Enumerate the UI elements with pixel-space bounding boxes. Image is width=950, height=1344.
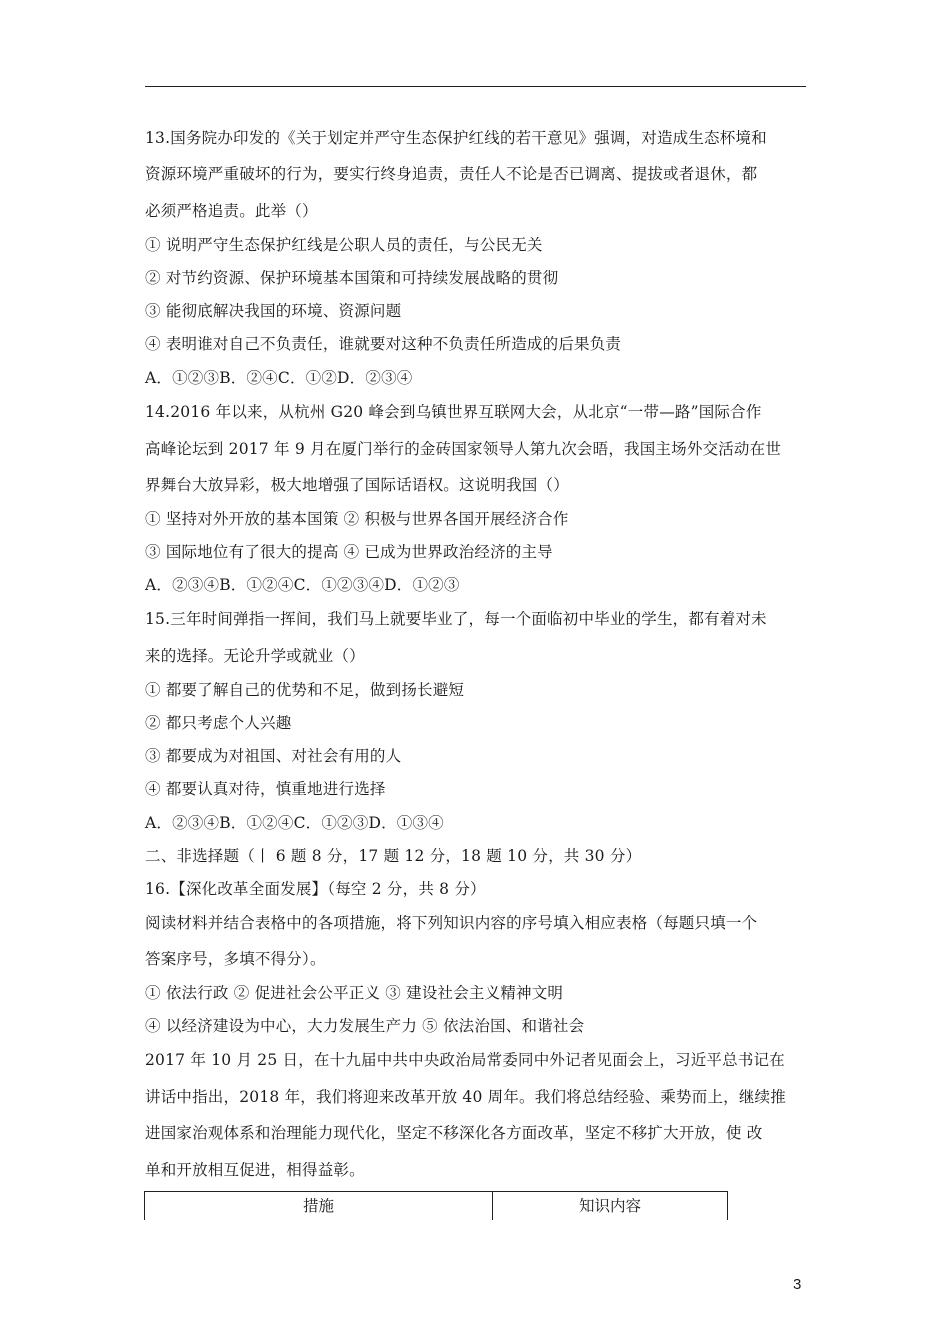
q13-option-4: ④ 表明谁对自己不负责任，谁就要对这种不负责任所造成的后果负责 <box>145 335 622 353</box>
q14-line-1: 14.2016 年以来，从杭州 G20 峰会到乌镇世界互联网大会，从北京“一带—路”国际合作 <box>145 403 762 421</box>
q13-answers: A．①②③B．②④C．①②D．②③④ <box>145 369 413 387</box>
q16-knowledge-1: ① 依法行政 ② 促进社会公平正义 ③ 建设社会主义精神文明 <box>145 984 564 1002</box>
q13-option-3: ③ 能彻底解决我国的环境、资源问题 <box>145 302 402 320</box>
q15-line-1: 15.三年时间弹指一挥间，我们马上就要毕业了，每一个面临初中毕业的学生，都有着对未 <box>145 610 767 628</box>
q16-instruction-1: 阅读材料并结合表格中的各项措施，将下列知识内容的序号填入相应表格（每题只填一个 <box>145 914 758 932</box>
section-2-heading: 二、非选择题（丨 6 题 8 分，17 题 12 分，18 题 10 分，共 30 分） <box>145 847 642 865</box>
table-header-knowledge: 知识内容 <box>578 1197 641 1215</box>
q13-line-3: 必须严格追责。此举（） <box>145 202 318 220</box>
q15-option-4: ④ 都要认真对待，慎重地进行选择 <box>145 780 386 798</box>
q13-line-1: 13.国务院办印发的《关于划定并严守生态保护红线的若干意见》强调，对造成生态杯境和 <box>145 129 767 147</box>
q15-option-1: ① 都要了解自己的优势和不足，做到扬长避短 <box>145 681 465 699</box>
page-number: 3 <box>793 1276 802 1293</box>
q14-options-row-1: ① 坚持对外开放的基本国策 ② 积极与世界各国开展经济合作 <box>145 510 569 528</box>
q16-table-header <box>144 1191 728 1220</box>
q16-material-4: 单和开放相互促进，相得益彰。 <box>145 1161 365 1179</box>
q14-line-2: 高峰论坛到 2017 年 9 月在厦门举行的金砖国家领导人第九次会晤，我国主场外交活动在世 <box>145 440 782 458</box>
table-header-measures: 措施 <box>302 1197 334 1215</box>
q13-option-1: ① 说明严守生态保护红线是公职人员的责任，与公民无关 <box>145 236 543 254</box>
q16-material-1: 2017 年 10 月 25 日，在十九届中共中央政治局常委同中外记者见面会上，习近平总书记在 <box>145 1051 785 1069</box>
q16-material-3: 进国家治观体系和治理能力现代化，坚定不移深化各方面改革，坚定不移扩大开放，使 改 <box>145 1124 763 1142</box>
q15-option-3: ③ 都要成为对祖国、对社会有用的人 <box>145 747 402 765</box>
q14-line-3: 界舞台大放异彩，极大地增强了国际话语权。这说明我国（） <box>145 476 569 494</box>
q13-option-2: ② 对节约资源、保护环境基本国策和可持续发展战略的贯彻 <box>145 269 559 287</box>
q16-knowledge-2: ④ 以经济建设为中心，大力发展生产力 ⑤ 依法治国、和谐社会 <box>145 1017 585 1035</box>
q14-options-row-2: ③ 国际地位有了很大的提高 ④ 已成为世界政治经济的主导 <box>145 543 553 561</box>
q14-answers: A．②③④B．①②④C．①②③④D．①②③ <box>145 576 460 594</box>
q15-answers: A．②③④B．①②④C．①②③D．①③④ <box>145 814 444 832</box>
q16-title: 16.【深化改革全面发展】（每空 2 分，共 8 分） <box>145 880 486 898</box>
q15-line-2: 来的选择。无论升学或就业（） <box>145 647 365 665</box>
q16-instruction-2: 答案序号，多填不得分）。 <box>145 950 326 968</box>
header-rule <box>145 86 806 87</box>
q15-option-2: ② 都只考虑个人兴趣 <box>145 714 292 732</box>
q13-line-2: 资源环境严重破坏的行为，要实行终身追责，责任人不论是否已调离、提拔或者退休，都 <box>145 165 758 183</box>
q16-material-2: 讲话中指出，2018 年，我们将迎来改革开放 40 周年。我们将总结经验、乘势而上，继续推 <box>145 1088 786 1106</box>
